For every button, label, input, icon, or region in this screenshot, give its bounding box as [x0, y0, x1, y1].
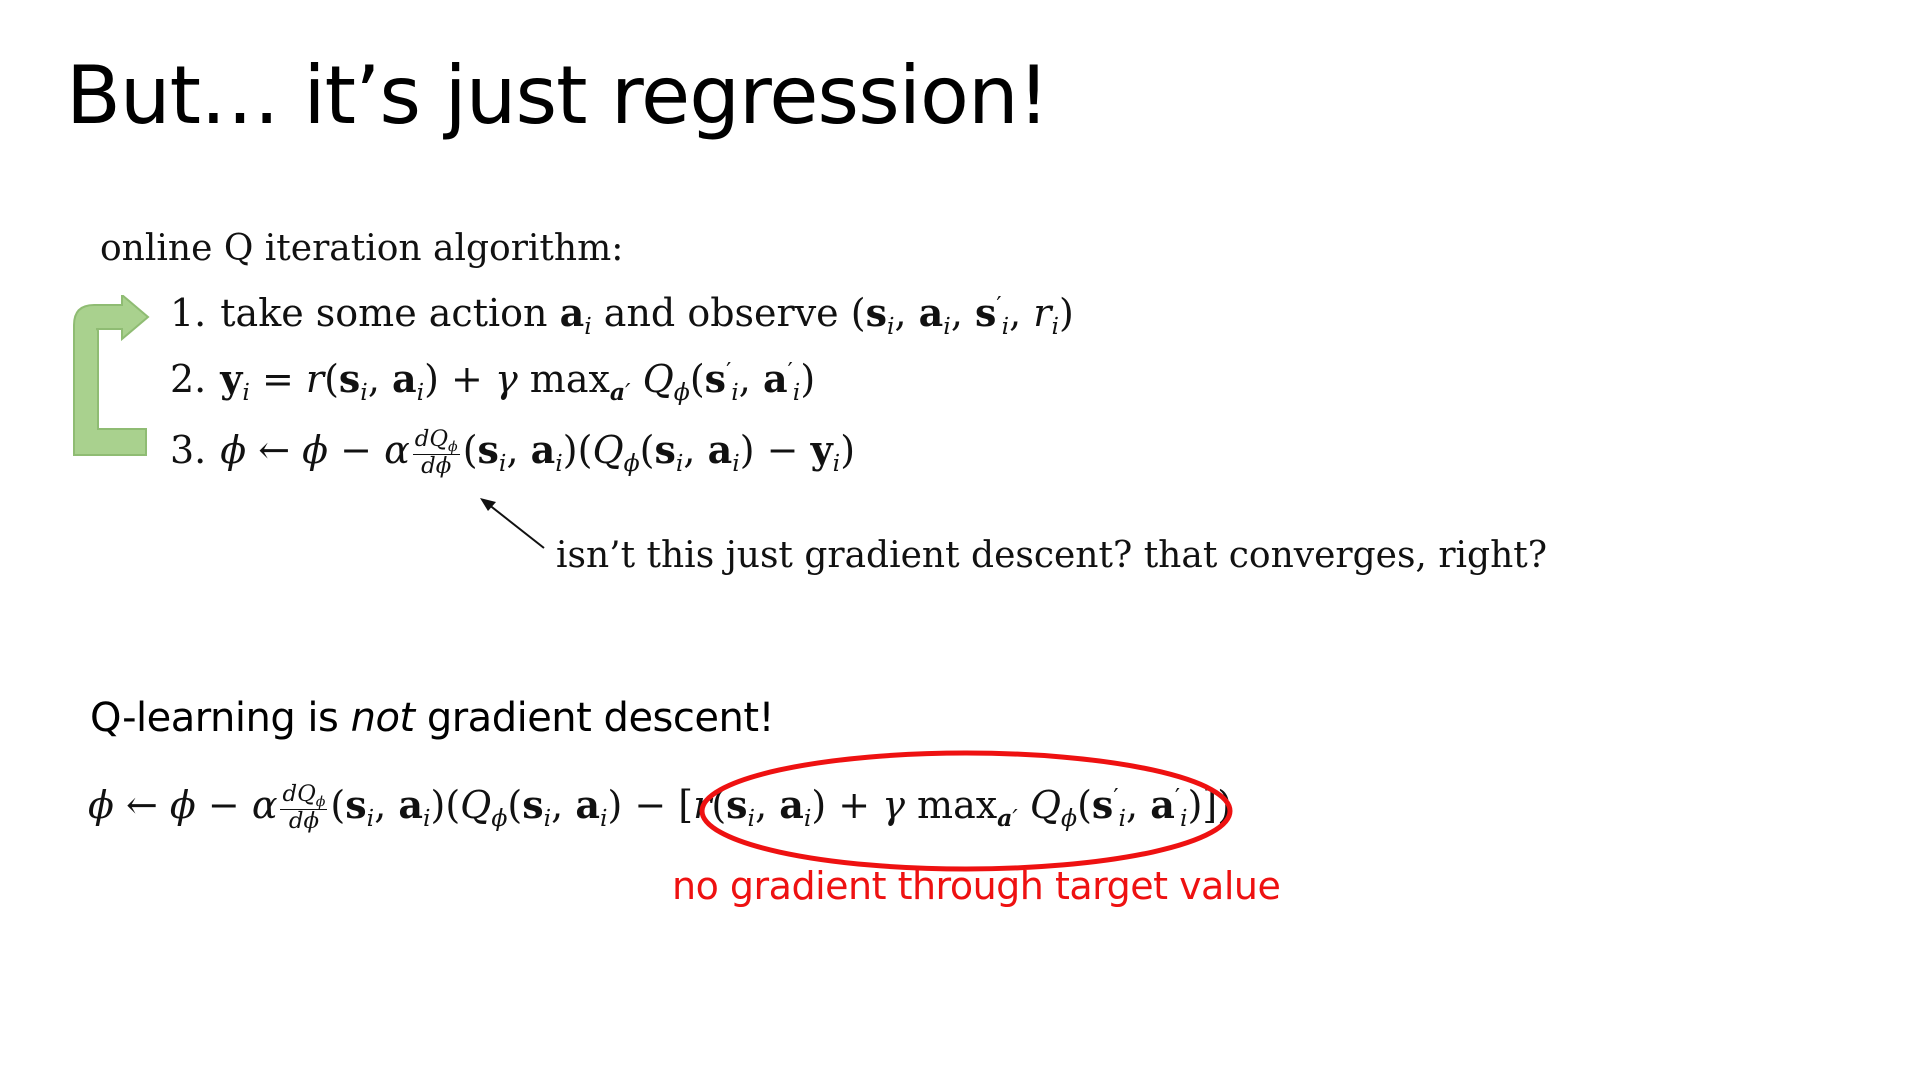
subheading-before: Q-learning is	[90, 695, 351, 741]
algorithm-step-1	[170, 290, 1074, 340]
pointer-arrow-icon	[478, 496, 548, 552]
algorithm-step-2	[170, 356, 815, 406]
step-number: 1.	[170, 291, 207, 335]
annotation-note: isn’t this just gradient descent? that converges, right?	[556, 535, 1548, 576]
step-number: 2.	[170, 357, 207, 401]
ellipse-label: no gradient through target value	[672, 864, 1281, 908]
algorithm-heading: online Q iteration algorithm:	[100, 228, 624, 269]
subheading-after: gradient descent!	[414, 695, 775, 741]
section-subheading	[90, 695, 774, 741]
highlight-ellipse-icon	[696, 746, 1236, 876]
step-number: 3.	[170, 428, 207, 472]
step-3-formula: ϕ ← ϕ − α $\frac{dQ_\phi}{d\phi}$ ($s_i$, $a_i)(Q_\phi(s_i$, $a_i) - y_i$)	[220, 425, 856, 480]
algorithm-step-3	[170, 427, 855, 479]
step-2-formula: $y_i = r(s_i$, $a_i) + \gamma$ $\max_{a'} Q_\phi(s'_i$, $a'_i$)	[220, 356, 816, 407]
subheading-emphasis: not	[350, 695, 415, 741]
loop-arrow-icon	[70, 295, 160, 465]
slide-title: But… it’s just regression!	[66, 49, 1049, 142]
q-learning-update-formula: ϕ ← ϕ − α $\frac{dQ_\phi}{d\phi}$ ($s_i$, $a_i)(Q_\phi(s_i$, $a_i) - [r(s_i$, $a_i) + \gamma$ $\max_{a'} Q_\phi(s'_i$, $a'_i$)])	[88, 780, 1233, 835]
step-1-formula: take some action $a_i$ and observe ($s_i$, $a_i$, $s'_i$, $r_i$)	[220, 290, 1074, 341]
